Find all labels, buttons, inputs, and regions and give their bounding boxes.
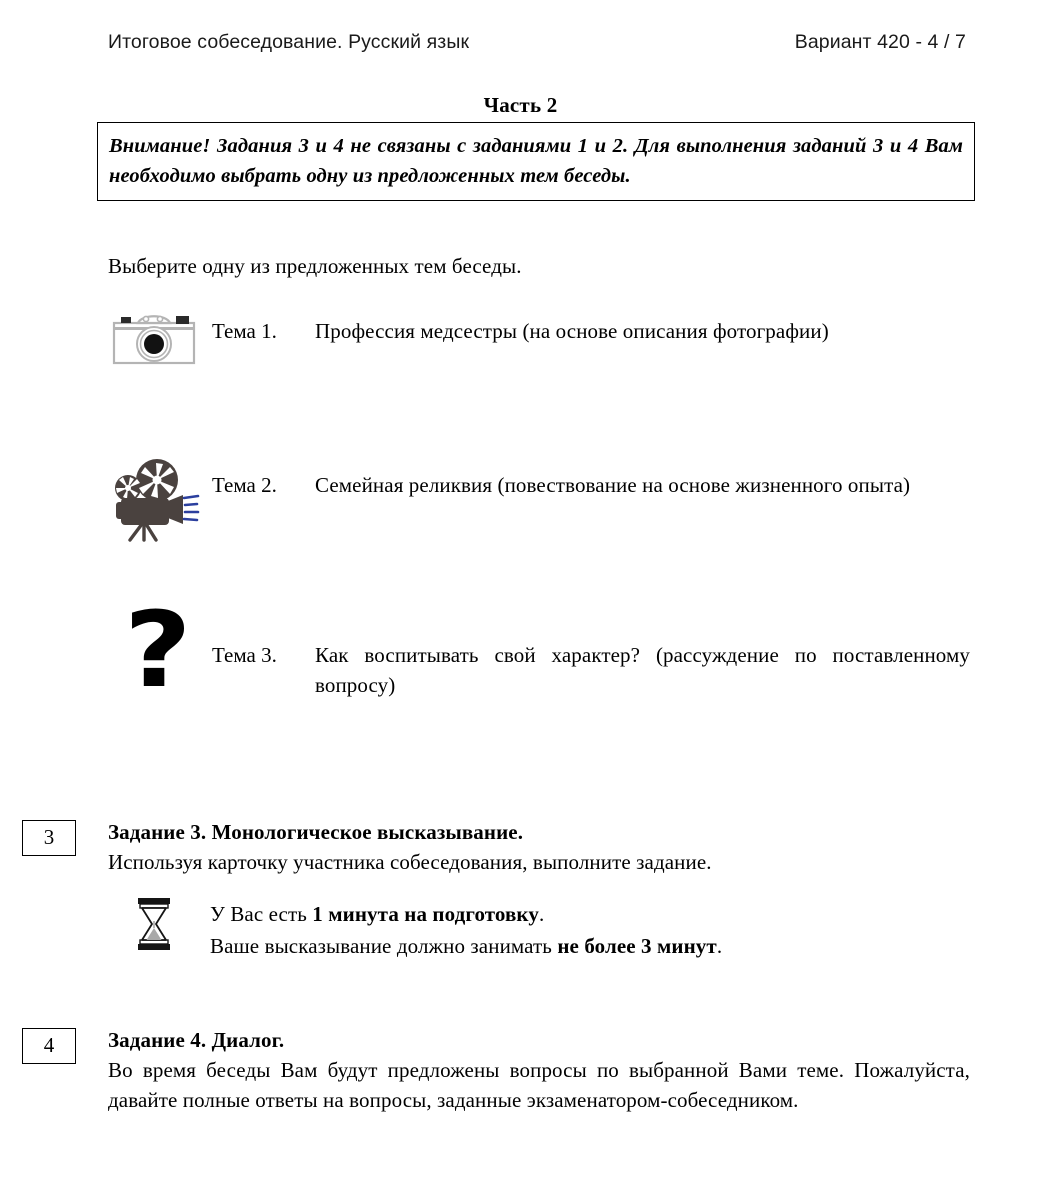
header-variant-page: Вариант 420 - 4 / 7	[794, 31, 966, 53]
header-exam-title: Итоговое собеседование. Русский язык	[108, 31, 470, 53]
camera-icon	[112, 310, 196, 366]
topic-1-text: Профессия медсестры (на основе описания фотографии)	[315, 319, 829, 343]
task-4-paragraph: Во время беседы Вам будут предложены вопросы по выбранной Вами теме. Пожалуйста, давайте полные ответы на вопросы, заданные экзаменатором-собеседником.	[108, 1058, 970, 1112]
topic-1-body	[212, 316, 970, 346]
timing-line-1-prefix: У Вас есть	[210, 902, 313, 926]
question-mark-icon: ?	[124, 589, 192, 711]
topic-2-icon-slot	[108, 470, 212, 540]
task-3-heading: Задание 3. Монологическое высказывание.	[108, 820, 524, 844]
task-4-heading: Задание 4. Диалог.	[108, 1028, 285, 1052]
timing-icon-slot	[130, 898, 210, 958]
topic-3-label: Тема 3.	[212, 643, 277, 667]
notice-text: Внимание! Задания 3 и 4 не связаны с заданиями 1 и 2. Для выполнения заданий 3 и 4 Вам необходимо выбрать одну из предложенных тем беседы.	[109, 135, 963, 187]
hourglass-icon	[132, 896, 176, 952]
notice-box	[97, 122, 975, 201]
topic-row-3[interactable]	[108, 589, 970, 711]
topic-2-label: Тема 2.	[212, 473, 277, 497]
timing-line-1	[210, 898, 970, 930]
topic-3-icon-slot	[108, 589, 212, 711]
page-header	[108, 30, 966, 54]
topic-1-icon-slot	[108, 316, 212, 386]
task-4-number-box: 4	[22, 1028, 76, 1064]
topic-2-body	[212, 470, 970, 500]
intro-instruction: Выберите одну из предложенных тем беседы.	[108, 254, 522, 278]
topic-3-body	[212, 640, 970, 700]
task-4-body	[108, 1026, 970, 1115]
topic-row-2[interactable]	[108, 470, 970, 540]
task-3-paragraph: Используя карточку участника собеседования, выполните задание.	[108, 850, 712, 874]
task-3-body	[108, 818, 970, 877]
topic-2-text: Семейная реликвия (повествование на основе жизненного опыта)	[315, 473, 911, 497]
part-title: Часть 2	[483, 93, 558, 117]
topic-row-1[interactable]	[108, 316, 970, 386]
timing-note	[130, 898, 970, 962]
timing-line-1-suffix: .	[538, 902, 545, 926]
topic-3-text: Как воспитывать свой характер? (рассуждение по поставленному вопросу)	[315, 643, 970, 697]
topic-1-label: Тема 1.	[212, 319, 277, 343]
task-3-number-box: 3	[22, 820, 76, 856]
timing-line-2-prefix: Ваше высказывание должно занимать	[210, 934, 558, 958]
timing-line-2	[210, 930, 970, 962]
film-projector-icon	[108, 458, 200, 542]
timing-line-2-bold: не более 3 минут	[557, 934, 717, 958]
timing-line-1-bold: 1 минута на подготовку	[312, 902, 539, 926]
timing-text	[210, 898, 970, 962]
timing-line-2-suffix: .	[716, 934, 723, 958]
